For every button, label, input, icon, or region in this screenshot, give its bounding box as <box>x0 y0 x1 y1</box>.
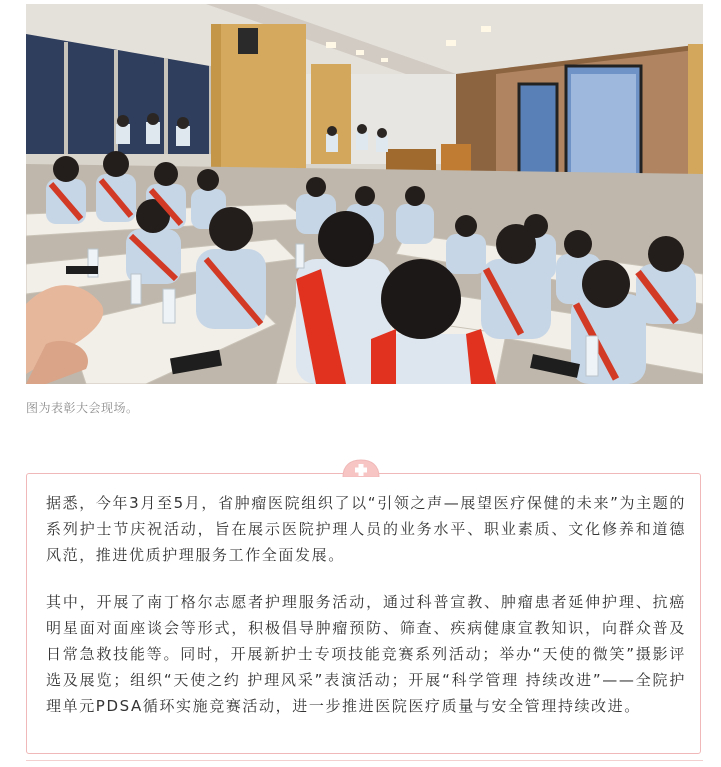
photo-caption: 图为表彰大会现场。 <box>26 401 139 415</box>
article-paragraph: 其中，开展了南丁格尔志愿者护理服务活动，通过科普宣教、肿瘤患者延伸护理、抗癌明星面对面座谈会等形式，积极倡导肿瘤预防、筛查、疾病健康宣教知识，向群众普及日常急救技能等。同时，开展新护士专项技能竞赛系列活动；举办“天使的微笑”摄影评选及展览；组织“天使之约 护理风采”表演活动；开展“科学管理 持续改进”——全院护理单元PDSA循环实施竞赛活动，进一步推进医院医疗质量与安全管理持续改进。 <box>46 593 686 715</box>
divider <box>26 760 703 761</box>
ceremony-photo <box>26 4 703 384</box>
nurse-cross-icon <box>341 459 381 477</box>
article-paragraph: 据悉，今年3月至5月，省肿瘤医院组织了以“引领之声—展望医疗保健的未来”为主题的系列护士节庆祝活动，旨在展示医院护理人员的业务水平、职业素质、文化修养和道德风范，推进优质护理服务工作全面发展。 <box>46 494 686 564</box>
